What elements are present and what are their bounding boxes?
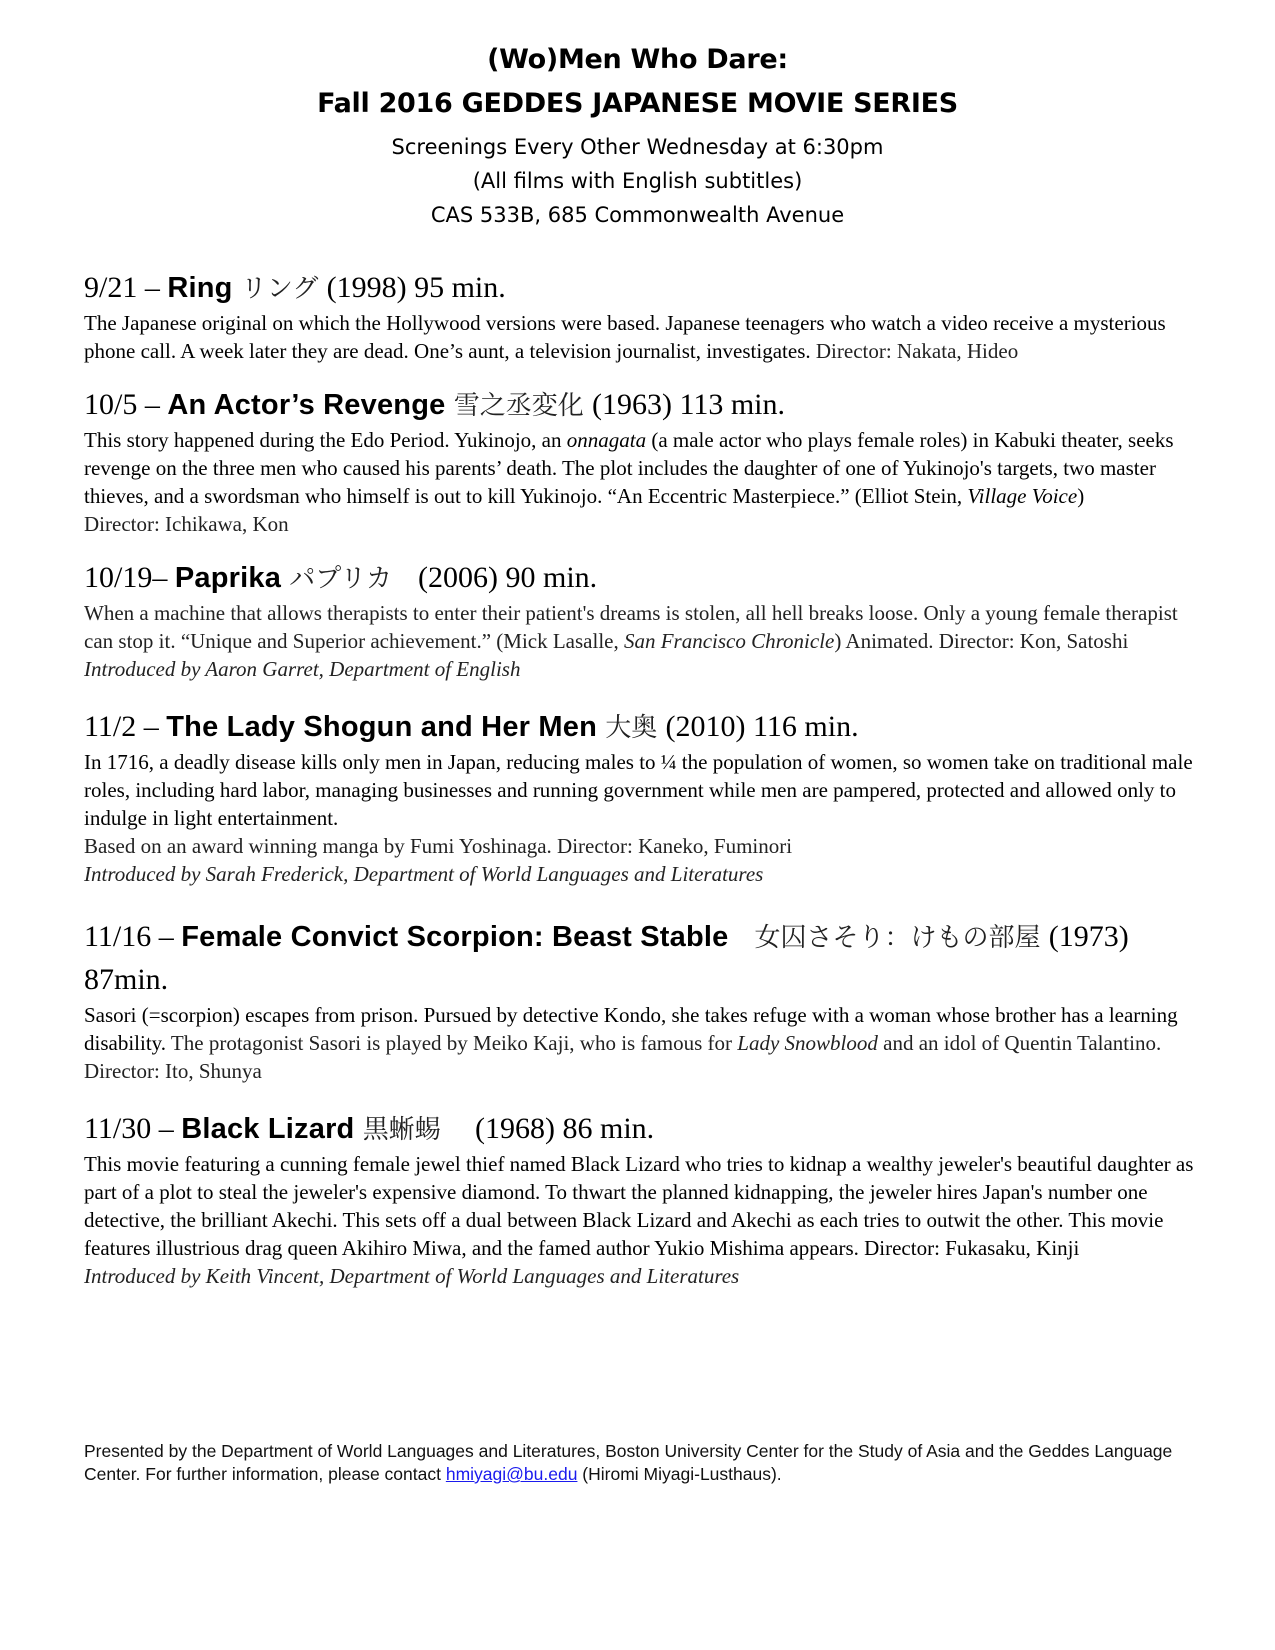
film-title: Paprika [174, 562, 282, 594]
footer-contact-name: (Hiromi Miyagi-Lusthaus). [577, 1464, 782, 1484]
film-heading [84, 385, 1204, 426]
film-description: Sasori (=scorpion) escapes from prison. Pursued by detective Kondo, she takes refuge with a woman whose brother has a learning disability. The protagonist Sasori is played by Meiko Kaji, who is famous for Lady Snowblood and an idol of Quentin Talantino. Director: Ito, Shunya [84, 1003, 1178, 1083]
film-director: Based on an award winning manga by Fumi Yoshinaga. Director: Kaneko, Fuminori [84, 834, 793, 858]
flyer-footer [84, 1440, 1214, 1486]
film-meta: (1963) 113 min. [591, 388, 786, 421]
film-japanese-title: 雪之丞変化 [445, 391, 592, 421]
film-title: Black Lizard [181, 1113, 355, 1145]
film-meta: (2006) 90 min. [418, 561, 598, 594]
film-meta: (2010) 116 min. [665, 710, 859, 743]
film-japanese-title: パプリカ [281, 564, 418, 594]
film-description: This story happened during the Edo Period. Yukinojo, an onnagata (a male actor who plays female roles) in Kabuki theater, seeks revenge on the three men who caused his parents’ death. The plot includes the daughter of one of Yukinojo's targets, two master thieves, and a swordsman who himself is out to kill Yukinojo. “An Eccentric Masterpiece.” (Elliot Stein, Village Voice) [84, 428, 1174, 508]
film-list [84, 268, 1204, 1312]
film-heading [84, 268, 1204, 309]
film-japanese-title: 黒蜥蜴 [354, 1115, 476, 1145]
film-heading [84, 1109, 1204, 1150]
film-entry-female-convict-scorpion [84, 916, 1204, 1085]
film-entry-an-actors-revenge [84, 385, 1204, 538]
series-title: (Wo)Men Who Dare: [487, 44, 788, 75]
film-description: This movie featuring a cunning female jewel thief named Black Lizard who tries to kidnap a wealthy jeweler's beautiful daughter as part of a plot to steal the jeweler's expensive diamond. To thwart the planned kidnapping, the jeweler hires Japan's number one detective, the brilliant Akechi. This sets off a dual between Black Lizard and Akechi as each tries to outwit the other. This movie features illustrious drag queen Akihiro Miwa, and the famed author Yukio Mishima appears. Director: Fukasaku, Kinji [84, 1152, 1194, 1260]
film-date: 10/19– [84, 561, 175, 594]
film-description: The Japanese original on which the Hollywood versions were based. Japanese teenagers who watch a video receive a mysterious phone call. A week later they are dead. One’s aunt, a television journalist, investigates. Director: Nakata, Hideo [84, 311, 1166, 363]
footer-text: Presented by the Department of World Languages and Literatures, Boston University Center for the Study of Asia and the Geddes Language Center. For further information, please contact [84, 1441, 1173, 1484]
film-entry-ring [84, 268, 1204, 365]
film-introduced-by: Introduced by Aaron Garret, Department of English [84, 657, 521, 681]
film-meta: (1973) 87min. [84, 920, 1129, 996]
film-japanese-title: 女囚さそり：けもの部屋 [728, 923, 1049, 953]
contact-email-link[interactable]: hmiyagi@bu.edu [445, 1464, 578, 1484]
film-description: When a machine that allows therapists to enter their patient's dreams is stolen, all hell breaks loose. Only a young female therapist can stop it. “Unique and Superior achievement.” (Mick Lasalle, San Francisco Chronicle) Animated. Director: Kon, Satoshi [84, 601, 1178, 653]
film-director: Director: Ichikawa, Kon [84, 512, 289, 536]
film-director: Director: Nakata, Hideo [810, 339, 1019, 363]
film-title: Female Convict Scorpion: Beast Stable [181, 921, 729, 953]
film-date: 11/16 – [84, 920, 182, 953]
schedule-text: Screenings Every Other Wednesday at 6:30pm [391, 135, 884, 159]
film-date: 11/2 – [84, 710, 167, 743]
film-description: In 1716, a deadly disease kills only men in Japan, reducing males to ¼ the population of women, so women take on traditional male roles, including hard labor, managing businesses and running government while men are pampered, protected and allowed only to indulge in light entertainment. [84, 750, 1193, 830]
film-date: 11/30 – [84, 1112, 182, 1145]
flyer-header [0, 38, 1275, 232]
film-entry-paprika [84, 558, 1204, 683]
film-japanese-title: リング [232, 274, 327, 304]
film-heading [84, 916, 1204, 1001]
series-subtitle: Fall 2016 GEDDES JAPANESE MOVIE SERIES [317, 88, 958, 119]
film-introduced-by: Introduced by Sarah Frederick, Department of World Languages and Literatures [84, 862, 764, 886]
film-heading [84, 558, 1204, 599]
film-meta: (1998) 95 min. [326, 271, 506, 304]
subtitles-note: (All films with English subtitles) [472, 169, 803, 193]
film-date: 9/21 – [84, 271, 168, 304]
film-meta: (1968) 86 min. [475, 1112, 655, 1145]
film-title: Ring [167, 272, 233, 304]
film-introduced-by: Introduced by Keith Vincent, Department of World Languages and Literatures [84, 1264, 740, 1288]
film-title: An Actor’s Revenge [167, 389, 446, 421]
location-text: CAS 533B, 685 Commonwealth Avenue [430, 203, 845, 227]
film-title: The Lady Shogun and Her Men [166, 711, 597, 743]
film-entry-black-lizard [84, 1109, 1204, 1290]
film-japanese-title: 大奥 [597, 713, 666, 743]
film-entry-lady-shogun [84, 707, 1204, 888]
film-date: 10/5 – [84, 388, 168, 421]
film-heading [84, 707, 1204, 748]
